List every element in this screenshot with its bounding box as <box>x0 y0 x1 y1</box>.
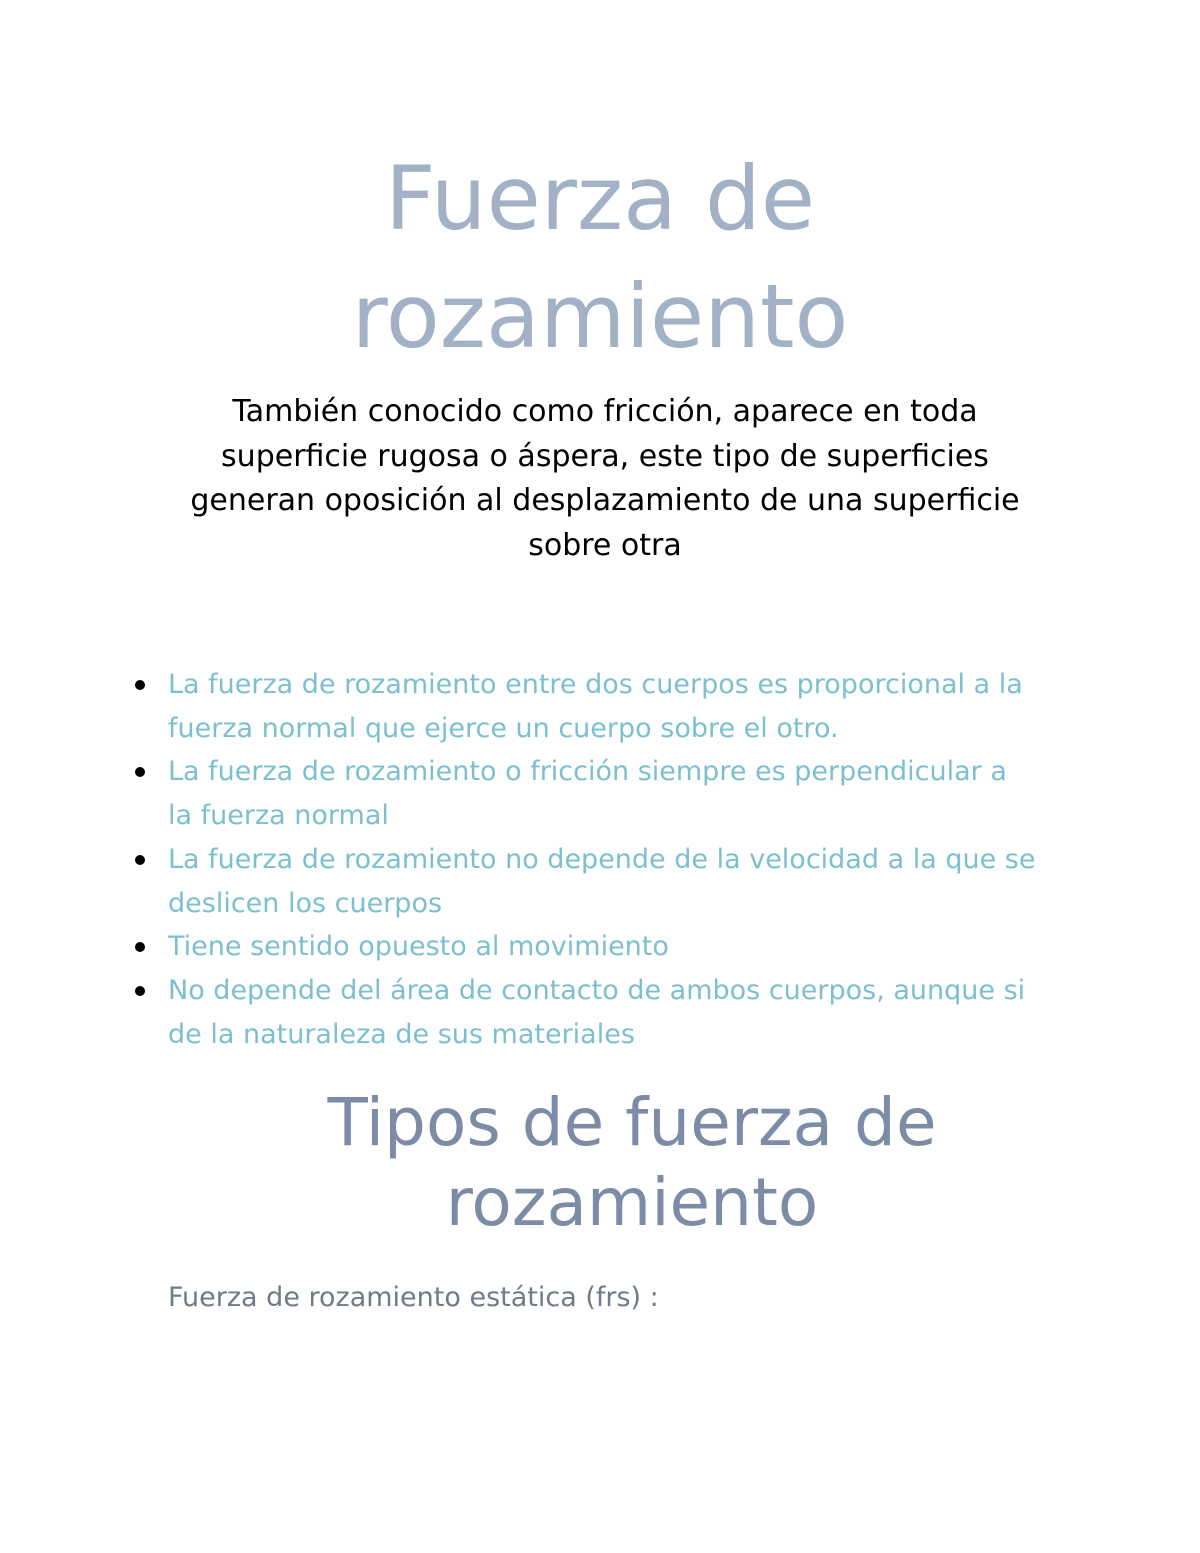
bullet-dot-icon <box>135 855 145 865</box>
intro-line-4: sobre otra <box>528 527 682 563</box>
list-item-line-2: deslicen los cuerpos <box>168 887 443 919</box>
bullet-dot-icon <box>135 680 145 690</box>
bullet-dot-icon <box>135 986 145 996</box>
list-item-line-2: de la naturaleza de sus materiales <box>168 1018 635 1050</box>
list-item-line-1: La fuerza de rozamiento o fricción siempre es perpendicular a <box>168 756 1007 788</box>
properties-list <box>168 663 1108 1056</box>
document-title <box>0 140 1200 376</box>
list-item-line-1: La fuerza de rozamiento entre dos cuerpos es proporcional a la <box>168 669 1023 700</box>
intro-line-1: También conocido como fricción, aparece en toda <box>232 394 978 429</box>
list-item <box>168 969 1108 1056</box>
bullet-dot-icon <box>135 942 145 952</box>
intro-paragraph <box>110 390 1100 568</box>
list-item-line-2: fuerza normal que ejerce un cuerpo sobre el otro. <box>168 712 839 744</box>
list-item-line-1: La fuerza de rozamiento no depende de la velocidad a la que se <box>168 843 1036 875</box>
list-item <box>168 663 1108 750</box>
list-item-line-1: No depende del área de contacto de ambos cuerpos, aunque si <box>168 974 1026 1006</box>
list-item-line-1: Tiene sentido opuesto al movimiento <box>168 931 669 963</box>
intro-line-3: generan oposición al desplazamiento de una superficie <box>190 483 1020 518</box>
static-friction-label: Fuerza de rozamiento estática (frs) : <box>168 1282 659 1313</box>
document-title-line-2: rozamiento <box>351 265 849 368</box>
section-heading-line-1: Tipos de fuerza de <box>327 1084 937 1161</box>
bullet-dot-icon <box>135 767 145 777</box>
section-heading <box>232 1083 1032 1243</box>
section-heading-line-2: rozamiento <box>445 1164 819 1241</box>
list-item-line-2: la fuerza normal <box>168 800 389 832</box>
list-item <box>168 750 1108 837</box>
list-item <box>168 925 1108 969</box>
list-item <box>168 838 1108 925</box>
document-title-line-1: Fuerza de <box>385 147 815 250</box>
intro-line-2: superficie rugosa o áspera, este tipo de superficies <box>221 438 989 474</box>
